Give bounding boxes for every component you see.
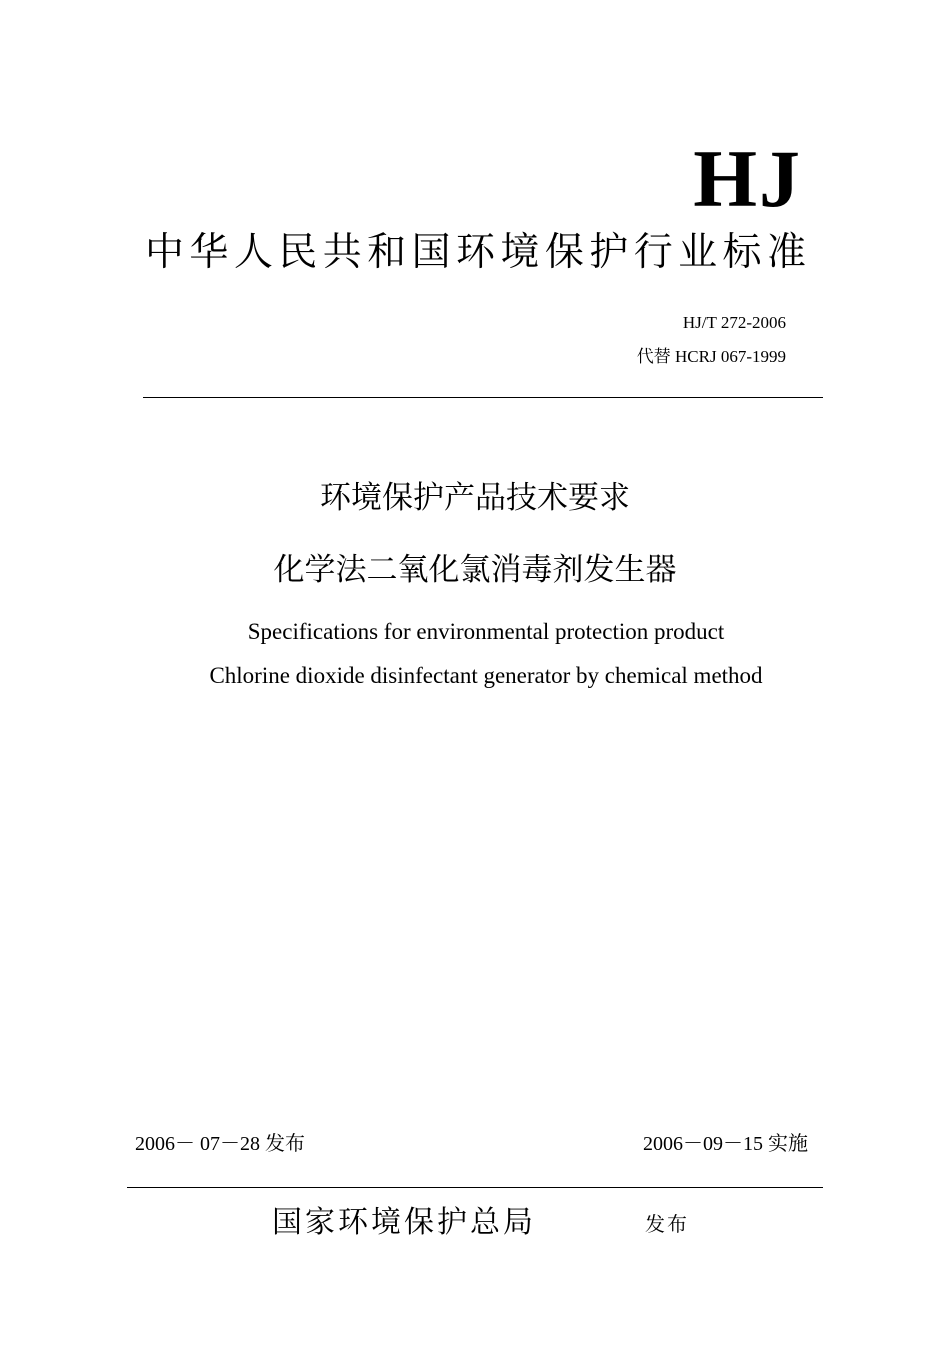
publish-label: 发布 [645,1212,689,1236]
standard-code: HJ/T 272-2006 [682,313,786,332]
publisher-name: 国家环境保护总局 [272,1205,536,1240]
title-cn-line2: 化学法二氧化氯消毒剂发生器 [273,552,677,588]
standard-category-title: 中华人民共和国环境保护行业标准 [145,230,807,275]
footer-divider [127,1187,823,1188]
header-divider [143,397,823,398]
implementation-date: 2006－09－15 实施 [643,1133,808,1155]
title-en-line1: Specifications for environmental protection product [247,619,725,644]
hj-logo: HJ [693,133,802,224]
title-cn-line1: 环境保护产品技术要求 [320,480,630,516]
replaces-standard: 代替 HCRJ 067-1999 [636,347,786,366]
title-en-line2: Chlorine dioxide disinfectant generator by chemical method [209,663,763,688]
issue-date: 2006－ 07－28 发布 [135,1133,305,1155]
